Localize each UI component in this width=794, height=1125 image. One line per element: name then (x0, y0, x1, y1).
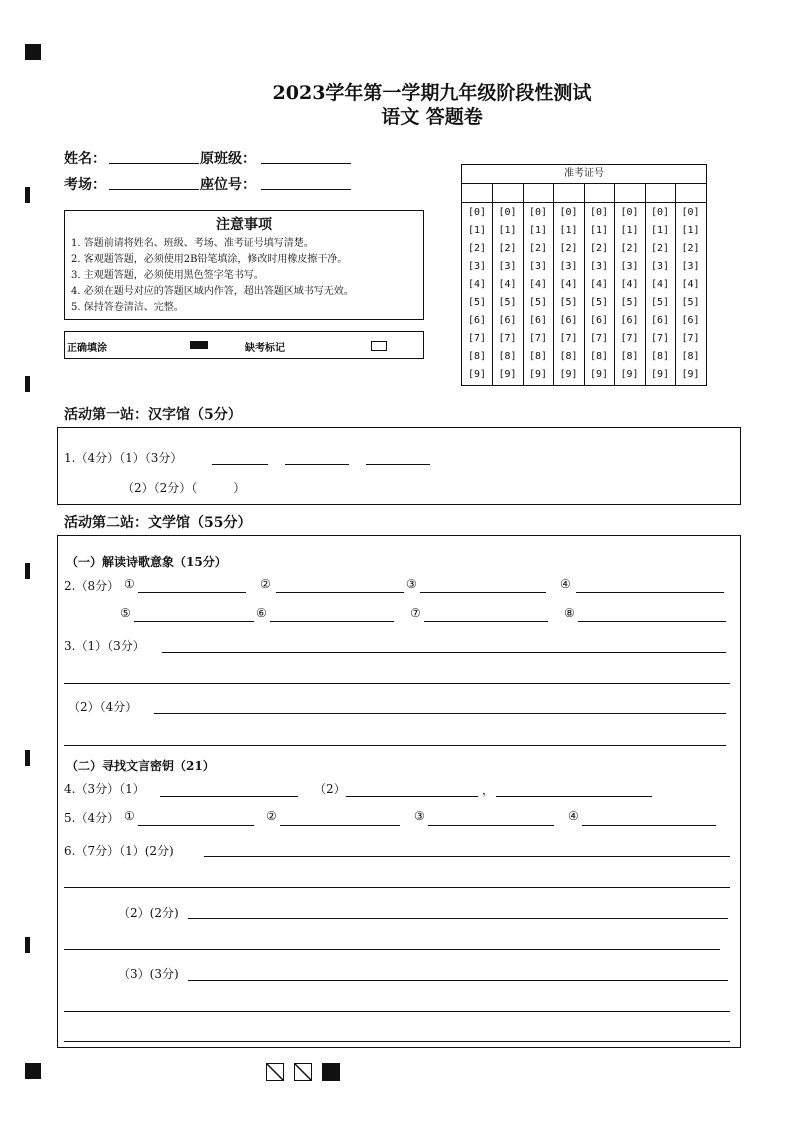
notice-title: 注意事项 (216, 217, 272, 233)
exam-id-write-cell[interactable] (554, 183, 584, 203)
exam-id-digit-bubble[interactable]: [7] (620, 333, 639, 344)
question-2-label: 2.（8分） (64, 579, 120, 593)
exam-id-digit-bubble[interactable]: [1] (559, 225, 578, 236)
notice-box (64, 210, 424, 320)
exam-id-digit-bubble[interactable]: [4] (620, 279, 639, 290)
exam-id-digit-bubble[interactable]: [7] (650, 333, 670, 344)
exam-id-digit-bubble[interactable]: [0] (681, 207, 700, 218)
q6-2-answer-line[interactable] (64, 949, 720, 950)
timing-mark (25, 937, 30, 953)
notice-item: 1. 答题前请将姓名、班级、考场、准考证号填写清楚。 (71, 238, 314, 249)
exam-id-digit-bubble[interactable]: [3] (589, 261, 609, 272)
q2-answer-line-1[interactable] (138, 592, 246, 593)
exam-id-digit-bubble[interactable]: [4] (498, 279, 517, 290)
q2-answer-line-3[interactable] (420, 592, 546, 593)
exam-id-digit-bubble[interactable]: [7] (528, 333, 548, 344)
q3-2-answer-line[interactable] (154, 713, 726, 714)
exam-id-digit-bubble[interactable]: [1] (589, 225, 609, 236)
q5-circle-2: ② (266, 809, 277, 823)
q6-3-answer-line[interactable] (64, 1041, 730, 1042)
q6-1-answer-line[interactable] (204, 856, 730, 857)
exam-id-digit-bubble[interactable]: [2] (681, 243, 700, 254)
part-2-heading: （二）寻找文言密钥（21） (66, 759, 215, 773)
q2-answer-line-6[interactable] (270, 621, 394, 622)
exam-id-digit-bubble[interactable]: [8] (559, 351, 578, 362)
station-2-answer-box (57, 535, 741, 1048)
exam-id-digit-bubble[interactable]: [5] (498, 297, 517, 308)
circle-3: ③ (406, 577, 417, 591)
exam-id-digit-bubble[interactable]: [8] (498, 351, 517, 362)
exam-id-digit-bubble[interactable]: [2] (498, 243, 517, 254)
exam-id-write-cell[interactable] (523, 183, 553, 203)
notice-item: 2. 客观题答题，必须使用2B铅笔填涂，修改时用橡皮擦干净。 (71, 254, 348, 265)
q2-answer-line-4[interactable] (576, 592, 724, 593)
correct-fill-label: 正确填涂 (67, 343, 107, 354)
corner-mark-top-left (25, 44, 41, 60)
name-label: 姓名： (64, 151, 106, 167)
q1-answer-line[interactable] (212, 464, 268, 465)
exam-id-digit-bubble[interactable]: [9] (589, 369, 609, 380)
exam-id-digit-bubble[interactable]: [2] (467, 243, 487, 254)
notice-item: 3. 主观题答题，必须使用黑色签字笔书写。 (71, 270, 264, 281)
exam-id-digit-bubble[interactable]: [6] (589, 315, 609, 326)
room-label: 考场： (64, 177, 106, 193)
seat-field[interactable] (261, 189, 351, 190)
station-1-answer-box (57, 427, 741, 505)
circle-8: ⑧ (564, 606, 575, 620)
question-1-2-label: （2）（2分）（ ） (122, 481, 246, 495)
name-field[interactable] (109, 163, 199, 164)
exam-id-digit-bubble[interactable]: [2] (650, 243, 670, 254)
q5-answer-line-1[interactable] (138, 825, 254, 826)
question-1-label: 1.（4分）（1）（3分） (64, 451, 183, 465)
circle-7: ⑦ (410, 606, 421, 620)
exam-id-write-cell[interactable] (615, 183, 645, 203)
section-station-1: 活动第一站：汉字馆（5分） (64, 407, 242, 423)
exam-id-digit-bubble[interactable]: [4] (650, 279, 670, 290)
q6-3-answer-line[interactable] (188, 980, 728, 981)
exam-id-digit-bubble[interactable]: [8] (681, 351, 700, 362)
exam-id-digit-bubble[interactable]: [7] (498, 333, 517, 344)
exam-id-digit-bubble[interactable]: [9] (681, 369, 700, 380)
exam-id-digit-bubble[interactable]: [5] (467, 297, 487, 308)
question-3-2-label: （2）（4分） (68, 700, 138, 714)
question-3-1-label: 3.（1）（3分） (64, 639, 145, 653)
exam-id-digit-bubble[interactable]: [9] (467, 369, 487, 380)
exam-id-digit-bubble[interactable]: [5] (559, 297, 578, 308)
seat-label: 座位号： (200, 177, 256, 193)
exam-id-digit-bubble[interactable]: [3] (650, 261, 670, 272)
exam-id-digit-bubble[interactable]: [5] (650, 297, 670, 308)
exam-id-digit-bubble[interactable]: [2] (559, 243, 578, 254)
exam-id-digit-bubble[interactable]: [7] (559, 333, 578, 344)
question-4-1-label: 4.（3分）（1） (64, 782, 145, 796)
exam-id-digit-bubble[interactable]: [3] (467, 261, 487, 272)
exam-id-digit-bubble[interactable]: [8] (589, 351, 609, 362)
exam-id-digit-bubble[interactable]: [0] (528, 207, 548, 218)
absent-mark-label: 缺考标记 (245, 343, 285, 354)
exam-id-column (462, 183, 493, 385)
q5-answer-line-2[interactable] (280, 825, 400, 826)
q4-comma: ， (482, 783, 495, 797)
q1-answer-line[interactable] (285, 464, 349, 465)
notice-item: 5. 保持答卷清洁、完整。 (71, 302, 184, 313)
q4-2-answer-line[interactable] (346, 796, 478, 797)
q1-answer-line[interactable] (366, 464, 430, 465)
exam-id-digit-bubble[interactable]: [0] (559, 207, 578, 218)
exam-id-digit-bubble[interactable]: [7] (467, 333, 487, 344)
exam-id-digit-bubble[interactable]: [0] (589, 207, 609, 218)
circle-1: ① (124, 577, 135, 591)
q3-2-answer-line[interactable] (64, 745, 726, 746)
q2-answer-line-8[interactable] (578, 621, 726, 622)
q4-1-answer-line[interactable] (160, 796, 298, 797)
exam-id-digit-bubble[interactable]: [9] (498, 369, 517, 380)
page-subtitle: 语文 答题卷 (381, 106, 483, 128)
exam-id-column (676, 183, 706, 385)
exam-id-digit-bubble[interactable]: [1] (681, 225, 700, 236)
exam-id-digit-bubble[interactable]: [0] (650, 207, 670, 218)
exam-id-digit-bubble[interactable]: [5] (589, 297, 609, 308)
q2-answer-line-7[interactable] (424, 621, 548, 622)
timing-mark (25, 750, 30, 766)
exam-id-digit-bubble[interactable]: [3] (681, 261, 700, 272)
exam-id-digit-bubble[interactable]: [8] (620, 351, 639, 362)
exam-id-write-cell[interactable] (645, 183, 675, 203)
exam-id-digit-bubble[interactable]: [2] (589, 243, 609, 254)
exam-id-column (645, 183, 676, 385)
exam-id-column (554, 183, 585, 385)
exam-id-digit-bubble[interactable]: [6] (559, 315, 578, 326)
exam-id-write-cell[interactable] (584, 183, 614, 203)
exam-id-write-cell[interactable] (493, 183, 523, 203)
exam-id-digit-bubble[interactable]: [3] (498, 261, 517, 272)
exam-id-column (493, 183, 524, 385)
exam-id-digit-bubble[interactable]: [3] (559, 261, 578, 272)
section-station-2: 活动第二站：文学馆（55分） (64, 515, 252, 531)
exam-id-digit-bubble[interactable]: [9] (620, 369, 639, 380)
exam-id-digit-bubble[interactable]: [6] (498, 315, 517, 326)
exam-id-digit-bubble[interactable]: [4] (467, 279, 487, 290)
exam-id-digit-bubble[interactable]: [5] (528, 297, 548, 308)
exam-id-digit-bubble[interactable]: [0] (467, 207, 487, 218)
absent-mark-checkbox[interactable] (371, 341, 387, 351)
q5-answer-line-3[interactable] (428, 825, 554, 826)
q6-2-answer-line[interactable] (188, 918, 728, 919)
class-field[interactable] (261, 163, 351, 164)
timing-mark (25, 187, 30, 203)
class-label: 原班级： (200, 151, 256, 167)
correct-fill-sample (190, 341, 208, 349)
exam-id-digit-bubble[interactable]: [4] (681, 279, 700, 290)
exam-id-digit-bubble[interactable]: [0] (620, 207, 639, 218)
q3-1-answer-line[interactable] (64, 683, 730, 684)
page-mark-slashed-box (294, 1063, 312, 1081)
exam-id-digit-bubble[interactable]: [2] (620, 243, 639, 254)
exam-id-digit-bubble[interactable]: [6] (528, 315, 548, 326)
q6-3-answer-line[interactable] (64, 1011, 730, 1012)
q5-circle-3: ③ (414, 809, 425, 823)
q2-answer-line-2[interactable] (276, 592, 404, 593)
exam-id-digit-bubble[interactable]: [6] (650, 315, 670, 326)
exam-id-digit-bubble[interactable]: [1] (650, 225, 670, 236)
notice-item: 4. 必须在题号对应的答题区域内作答，超出答题区域书写无效。 (71, 286, 354, 297)
exam-id-title: 准考证号 (462, 165, 706, 184)
q5-circle-4: ④ (568, 809, 579, 823)
page-title: 2023学年第一学期九年级阶段性测试 (272, 82, 592, 104)
exam-id-digit-bubble[interactable]: [9] (528, 369, 548, 380)
q3-1-answer-line[interactable] (162, 652, 726, 653)
timing-mark (25, 376, 30, 392)
exam-id-digit-bubble[interactable]: [4] (528, 279, 548, 290)
exam-id-digit-bubble[interactable]: [7] (589, 333, 609, 344)
q6-1-answer-line[interactable] (64, 887, 730, 888)
corner-mark-bottom-left (25, 1063, 41, 1079)
question-5-label: 5.（4分） (64, 811, 120, 825)
question-6-1-label: 6.（7分）（1）(2分) (64, 844, 174, 858)
exam-id-digit-bubble[interactable]: [9] (559, 369, 578, 380)
exam-id-digit-bubble[interactable]: [2] (528, 243, 548, 254)
page-mark-filled-box (322, 1063, 340, 1081)
exam-id-digit-bubble[interactable]: [4] (559, 279, 578, 290)
exam-id-column (584, 183, 615, 385)
exam-id-write-cell[interactable] (462, 183, 492, 203)
q5-circle-1: ① (124, 809, 135, 823)
fill-example-box (64, 331, 424, 359)
exam-id-digit-bubble[interactable]: [9] (650, 369, 670, 380)
exam-id-digit-bubble[interactable]: [1] (528, 225, 548, 236)
part-1-heading: （一）解读诗歌意象（15分） (66, 555, 227, 569)
exam-id-digit-bubble[interactable]: [1] (498, 225, 517, 236)
exam-id-digit-bubble[interactable]: [3] (528, 261, 548, 272)
exam-id-digit-bubble[interactable]: [1] (467, 225, 487, 236)
q5-answer-line-4[interactable] (582, 825, 716, 826)
exam-id-digit-bubble[interactable]: [5] (620, 297, 639, 308)
room-field[interactable] (109, 189, 199, 190)
exam-id-digit-bubble[interactable]: [5] (681, 297, 700, 308)
exam-id-grid (461, 164, 707, 386)
exam-id-write-cell[interactable] (676, 183, 706, 203)
exam-id-digit-bubble[interactable]: [1] (620, 225, 639, 236)
circle-5: ⑤ (120, 606, 131, 620)
circle-4: ④ (560, 577, 571, 591)
exam-id-digit-bubble[interactable]: [8] (467, 351, 487, 362)
exam-id-digit-bubble[interactable]: [6] (681, 315, 700, 326)
exam-id-digit-bubble[interactable]: [3] (620, 261, 639, 272)
exam-id-column (615, 183, 646, 385)
exam-id-column (523, 183, 554, 385)
question-6-3-label: （3）(3分) (118, 967, 179, 981)
exam-id-digit-bubble[interactable]: [0] (498, 207, 517, 218)
question-6-2-label: （2）(2分) (118, 906, 179, 920)
q2-answer-line-5[interactable] (134, 621, 254, 622)
exam-id-digit-bubble[interactable]: [6] (620, 315, 639, 326)
exam-id-digit-bubble[interactable]: [4] (589, 279, 609, 290)
q4-2-answer-line[interactable] (496, 796, 652, 797)
question-4-2-label: （2） (314, 782, 346, 796)
exam-id-digit-bubble[interactable]: [8] (528, 351, 548, 362)
exam-id-digit-bubble[interactable]: [6] (467, 315, 487, 326)
circle-2: ② (260, 577, 271, 591)
page-mark-slashed-box (266, 1063, 284, 1081)
timing-mark (25, 563, 30, 579)
exam-id-digit-bubble[interactable]: [8] (650, 351, 670, 362)
circle-6: ⑥ (256, 606, 267, 620)
exam-id-digit-bubble[interactable]: [7] (681, 333, 700, 344)
